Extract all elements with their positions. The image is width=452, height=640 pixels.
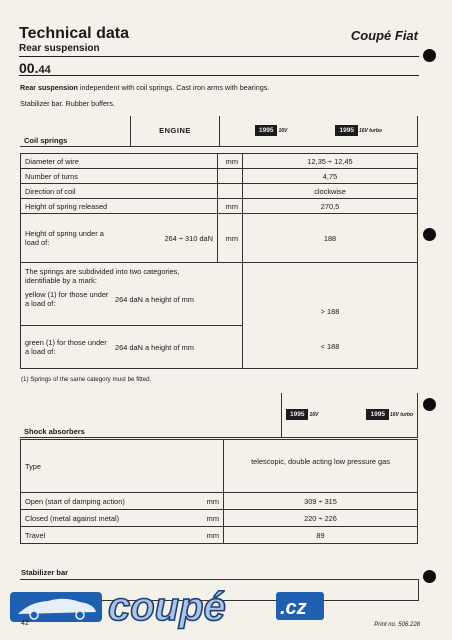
row-label: Closed (metal against metal) [21, 510, 200, 527]
coil-header-table [20, 116, 418, 147]
engine-a-label: 16V [278, 127, 288, 134]
row-value: 188 [243, 214, 418, 263]
engine-badge-a: 1995 [286, 409, 308, 420]
binder-hole [423, 228, 436, 241]
load-row-label [21, 214, 218, 263]
binder-hole [423, 398, 436, 411]
row-label: Height of spring released [21, 199, 218, 214]
row-value: 270,5 [243, 199, 418, 214]
footnote: (1) Springs of the same category must be fitted. [21, 376, 152, 383]
section-number-main: 00. [19, 60, 39, 76]
engine-a-label: 16V [309, 411, 319, 418]
table-row [21, 527, 418, 544]
row-label: Open (start of damping action) [21, 493, 200, 510]
shock-section-label: Shock absorbers [20, 393, 281, 437]
table-row [21, 214, 418, 263]
row-value: 12,35 ÷ 12,45 [243, 154, 418, 169]
row-value: 4,75 [243, 169, 418, 184]
page-subtitle: Rear suspension [19, 43, 100, 54]
row-unit: mm [218, 154, 243, 169]
categories-text: The springs are subdivided into two categories, identifiable by a mark: [25, 267, 180, 285]
page-title: Technical data [19, 25, 129, 42]
intro-line2: Stabilizer bar. Rubber buffers. [20, 99, 115, 108]
coil-section-label: Coil springs [20, 116, 131, 146]
green-load: 264 daN a height of mm [115, 342, 194, 352]
section-rule [19, 75, 419, 76]
row-value: 220 ÷ 226 [224, 510, 418, 527]
row-label: Type [21, 440, 224, 493]
table-row [21, 440, 418, 493]
engine-badge-b: 1995 [335, 125, 357, 136]
table-row [21, 169, 418, 184]
logo-text: coupé [108, 585, 226, 629]
load-label: Height of spring under a load of: [25, 229, 104, 247]
table-row [21, 326, 418, 369]
intro-text: independent with coil springs. Cast iron arms with bearings. [77, 83, 270, 92]
yellow-value: > 188 [243, 263, 418, 326]
table-row [21, 510, 418, 527]
shock-header-table [20, 393, 418, 438]
green-label: green (1) for those under a load of: [25, 338, 107, 356]
binder-hole [423, 49, 436, 62]
row-unit: mm [218, 199, 243, 214]
logo-suffix: .cz [280, 597, 307, 619]
coupe-cz-logo [8, 578, 328, 630]
table-row [21, 493, 418, 510]
table-row [21, 263, 418, 326]
intro-paragraph [20, 83, 269, 92]
stabilizer-section-label: Stabilizer bar [21, 568, 69, 577]
green-row-label [21, 326, 243, 369]
shock-absorbers-table [20, 439, 418, 544]
shock-engine-variants [281, 393, 417, 437]
row-value: 89 [224, 527, 418, 544]
green-value: < 188 [243, 326, 418, 369]
header-rule [19, 56, 419, 57]
table-row [21, 154, 418, 169]
row-unit: mm [199, 510, 224, 527]
section-number-sub: 44 [38, 64, 51, 76]
row-value: telescopic, double acting low pressure gas [224, 440, 418, 493]
section-number [19, 60, 51, 76]
row-unit: mm [199, 493, 224, 510]
engine-b-label: 16V turbo [358, 127, 383, 134]
row-label: Travel [21, 527, 200, 544]
yellow-label: yellow (1) for those under a load of: [25, 290, 109, 308]
brand-name: Coupé Fiat [350, 28, 418, 43]
engine-header: ENGINE [131, 116, 220, 146]
intro-bold: Rear suspension [20, 83, 78, 92]
print-number: Print no. 506.228 [374, 622, 420, 628]
row-unit: mm [199, 527, 224, 544]
page-number: 42 [21, 620, 29, 627]
row-label: Diameter of wire [21, 154, 218, 169]
engine-b-label: 16V turbo [389, 411, 413, 418]
binder-hole [423, 570, 436, 583]
load-value: 264 ÷ 310 daN [164, 233, 213, 243]
row-label: Number of turns [21, 169, 218, 184]
table-row [21, 184, 418, 199]
yellow-row-label [21, 263, 243, 326]
engine-variants [220, 116, 418, 146]
row-value: clockwise [243, 184, 418, 199]
row-unit [218, 169, 243, 184]
table-row [21, 199, 418, 214]
row-value: 309 ÷ 315 [224, 493, 418, 510]
row-label: Direction of coil [21, 184, 218, 199]
yellow-load: 264 daN a height of mm [115, 294, 194, 304]
row-unit [218, 184, 243, 199]
engine-badge-a: 1995 [255, 125, 277, 136]
row-unit: mm [218, 214, 243, 263]
coil-springs-table [20, 153, 418, 369]
engine-badge-b: 1995 [366, 409, 388, 420]
